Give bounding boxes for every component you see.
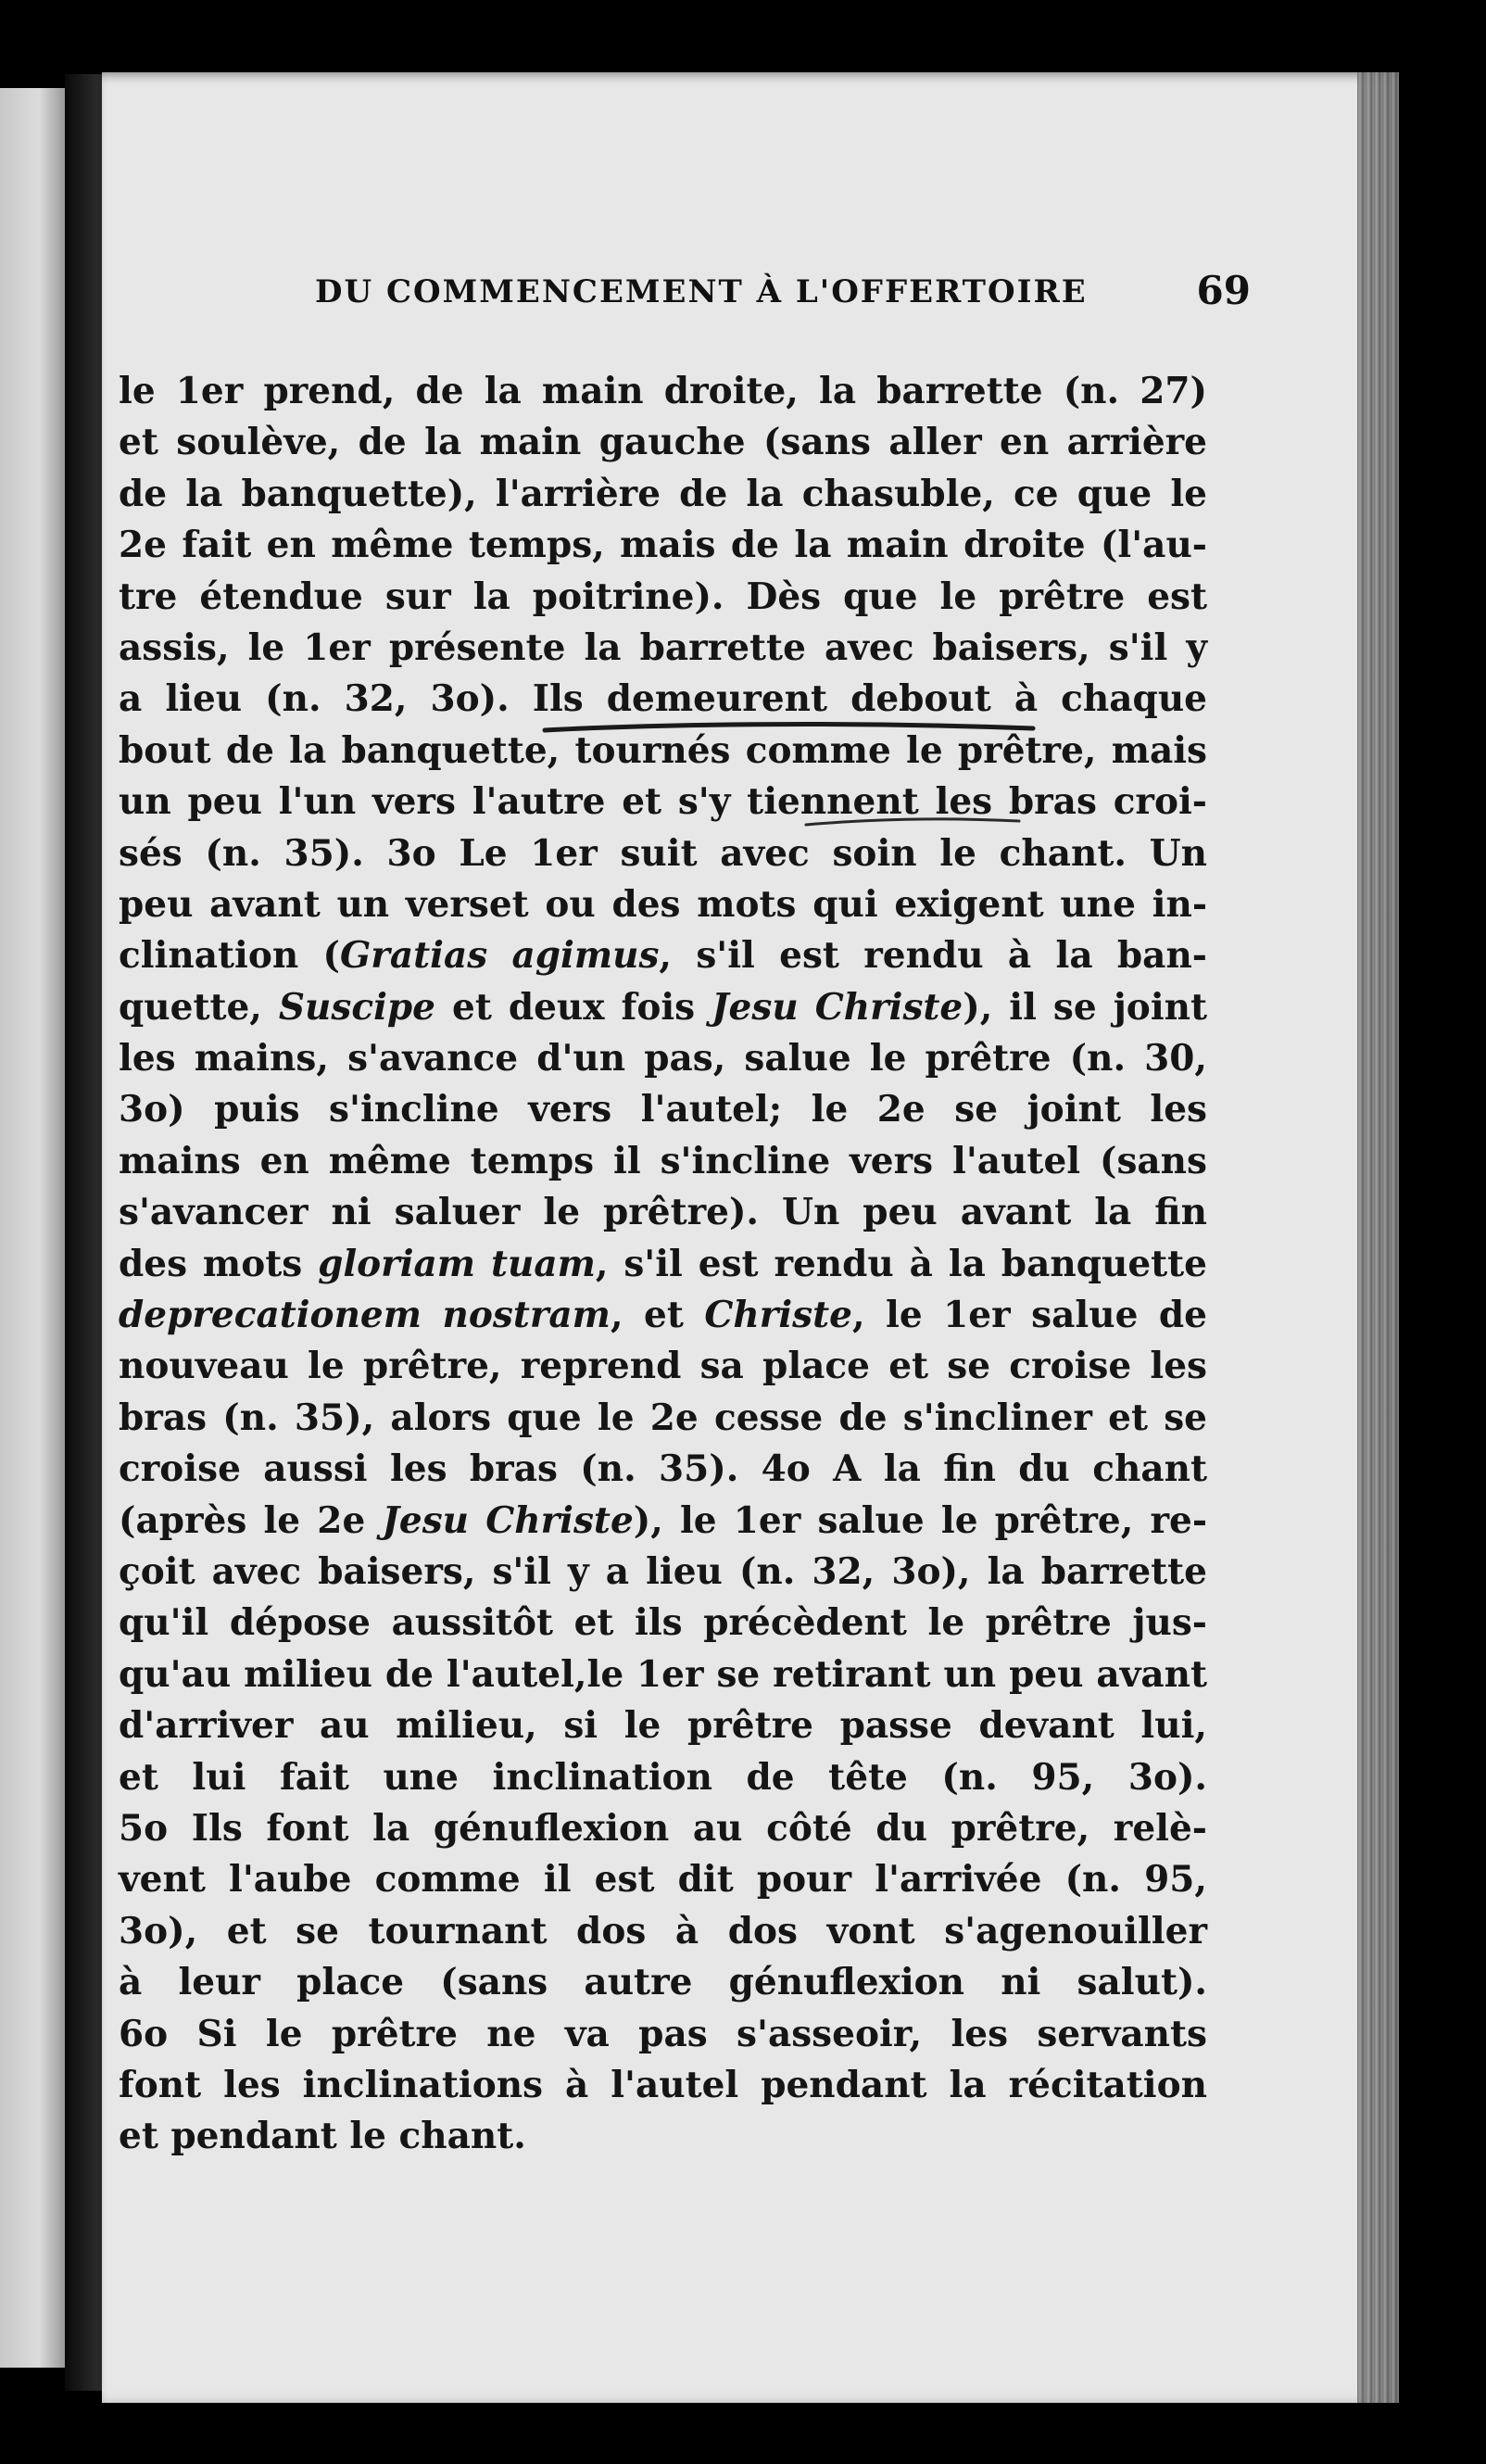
text-segment: clination ( — [119, 934, 340, 978]
text-line — [119, 623, 1207, 674]
text-line — [119, 1906, 1207, 1957]
text-segment: 5o Ils font la génuflexion au côté du prêtre, relè- — [119, 1806, 1207, 1850]
italic-phrase: Suscipe — [278, 985, 435, 1029]
text-segment: d'arriver au milieu, si le prêtre passe devant lui, — [119, 1704, 1207, 1748]
italic-phrase: Gratias agimus — [339, 934, 660, 978]
adjacent-page-edge — [0, 88, 65, 2368]
text-line — [119, 1700, 1207, 1751]
running-title: DU COMMENCEMENT À L'OFFERTOIRE — [315, 273, 1088, 310]
text-line — [119, 1393, 1207, 1444]
text-line — [119, 777, 1207, 828]
text-line — [119, 1496, 1207, 1547]
text-segment: 2e fait en même temps, mais de la main droite (l'au- — [119, 524, 1207, 567]
text-segment: de la banquette), l'arrière de la chasuble, ce que le — [119, 472, 1207, 515]
text-segment: ), le 1er salue le prêtre, re- — [633, 1498, 1208, 1542]
text-segment: qu'il dépose aussitôt et ils précèdent le prêtre jus- — [119, 1601, 1207, 1645]
text-segment: a lieu (n. 32, 3o). Ils demeurent debout à chaque — [119, 677, 1207, 721]
text-line — [119, 2009, 1207, 2060]
text-segment: sés (n. 35). 3o Le 1er suit avec soin le chant. Un — [119, 831, 1207, 875]
text-line — [119, 572, 1207, 623]
text-line — [119, 930, 1207, 981]
text-segment: qu'au milieu de l'autel,le 1er se retirant un peu avant — [119, 1652, 1207, 1696]
text-segment: 3o) puis s'incline vers l'autel; le 2e se joint les — [119, 1088, 1207, 1131]
italic-phrase: deprecationem nostram — [119, 1294, 611, 1337]
text-segment: tre étendue sur la poitrine). Dès que le prêtre est — [119, 575, 1207, 618]
text-segment: ), il se joint — [963, 985, 1208, 1029]
text-line — [119, 1084, 1207, 1135]
text-line — [119, 1341, 1207, 1392]
text-line — [119, 879, 1207, 930]
text-segment: s'avancer ni saluer le prêtre). Un peu avant la fin — [119, 1191, 1207, 1234]
page-number: 69 — [1196, 268, 1251, 313]
text-segment: 3o), et se tournant dos à dos vont s'agenouiller — [119, 1909, 1207, 1952]
text-segment: et pendant le chant. — [119, 2115, 526, 2158]
text-segment: bras (n. 35), alors que le 2e cesse de s'incliner et se — [119, 1396, 1207, 1439]
text-line — [119, 520, 1207, 571]
text-line — [119, 1547, 1207, 1598]
body-text — [119, 366, 1207, 2163]
text-line — [119, 417, 1207, 468]
text-segment: des mots — [119, 1242, 319, 1285]
page-stack-edge — [1357, 72, 1399, 2403]
text-segment: et soulève, de la main gauche (sans aller en arrière — [119, 421, 1207, 464]
text-segment: assis, le 1er présente la barrette avec baisers, s'il y — [119, 625, 1207, 669]
italic-phrase: gloriam tuam — [318, 1242, 596, 1285]
text-segment: et lui fait une inclination de tête (n. 95, 3o). — [119, 1755, 1207, 1799]
text-line — [119, 1187, 1207, 1238]
text-segment: le 1er prend, de la main droite, la barrette (n. 27) — [119, 370, 1207, 412]
text-line — [119, 1957, 1207, 2008]
text-line — [119, 982, 1207, 1033]
text-line — [119, 1803, 1207, 1854]
text-segment: quette, — [119, 985, 279, 1029]
text-segment: à leur place (sans autre génuflexion ni salut). — [119, 1961, 1207, 2004]
text-segment: vent l'aube comme il est dit pour l'arrivée (n. 95, — [119, 1858, 1207, 1902]
text-line — [119, 2111, 1207, 2162]
italic-phrase: Jesu Christe — [382, 1498, 634, 1542]
text-segment: mains en même temps il s'incline vers l'autel (sans — [119, 1139, 1207, 1182]
text-segment: , s'il est rendu à la banquette — [595, 1242, 1207, 1285]
text-line — [119, 726, 1207, 777]
text-line — [119, 1136, 1207, 1187]
text-line — [119, 1598, 1207, 1649]
text-line — [119, 1033, 1207, 1084]
text-segment: un peu l'un vers l'autre et s'y tiennent les bras croi- — [119, 780, 1207, 824]
text-segment: , et — [610, 1294, 705, 1337]
italic-phrase: Jesu Christe — [712, 985, 963, 1029]
page-header — [315, 264, 1251, 320]
text-line — [119, 1752, 1207, 1803]
text-segment: croise aussi les bras (n. 35). 4o A la fin du chant — [119, 1447, 1207, 1491]
text-line — [119, 1649, 1207, 1700]
text-line — [119, 1854, 1207, 1905]
text-line — [119, 2060, 1207, 2111]
text-segment: peu avant un verset ou des mots qui exigent une in- — [119, 882, 1207, 926]
text-segment: bout de la banquette, tournés comme le prêtre, mais — [119, 728, 1207, 772]
text-line — [119, 1444, 1207, 1495]
text-segment: les mains, s'avance d'un pas, salue le prêtre (n. 30, — [119, 1037, 1207, 1080]
text-segment: et deux fois — [435, 985, 712, 1029]
text-segment: , le 1er salue de — [851, 1294, 1207, 1337]
text-line — [119, 828, 1207, 879]
text-line — [119, 366, 1207, 417]
text-segment: font les inclinations à l'autel pendant la récitation — [119, 2063, 1207, 2106]
text-segment: , s'il est rendu à la ban- — [659, 934, 1207, 978]
text-segment: (après le 2e — [119, 1498, 383, 1542]
text-segment: çoit avec baisers, s'il y a lieu (n. 32, 3o), la barrette — [119, 1549, 1207, 1593]
text-line — [119, 469, 1207, 520]
text-line — [119, 674, 1207, 725]
text-line — [119, 1239, 1207, 1290]
italic-phrase: Christe — [704, 1294, 852, 1337]
text-segment: 6o Si le prêtre ne va pas s'asseoir, les servants — [119, 2012, 1207, 2055]
text-line — [119, 1290, 1207, 1341]
text-segment: nouveau le prêtre, reprend sa place et se croise les — [119, 1345, 1207, 1388]
